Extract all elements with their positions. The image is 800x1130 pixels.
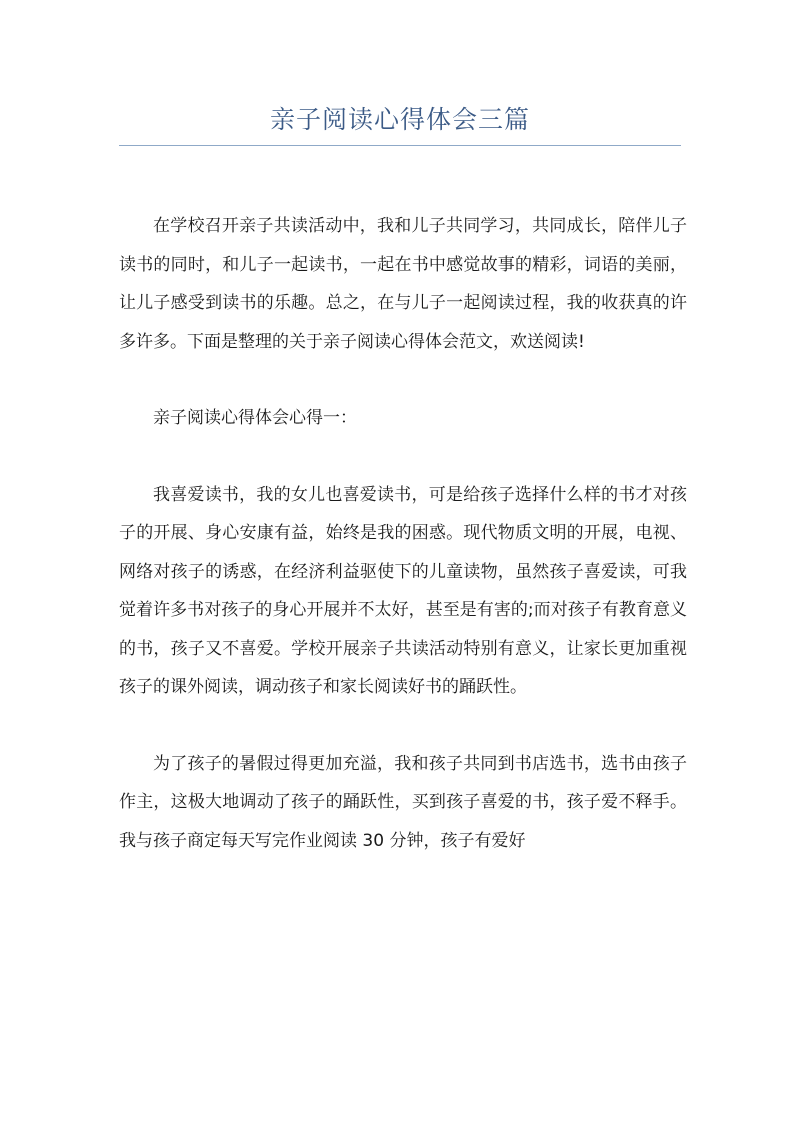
- paragraph-section-1: 我喜爱读书，我的女儿也喜爱读书，可是给孩子选择什么样的书才对孩子的开展、身心安康有益，始终是我的困惑。现代物质文明的开展，电视、网络对孩子的诱惑，在经济利益驱使下的儿童读物，虽然孩子喜爱读，可我觉着许多书对孩子的身心开展并不太好，甚至是有害的;而对孩子有教育意义的书，孩子又不喜爱。学校开展亲子共读活动特别有意义，让家长更加重视孩子的课外阅读，调动孩子和家长阅读好书的踊跃性。: [119, 484, 687, 697]
- document-title: 亲子阅读心得体会三篇: [269, 105, 530, 134]
- document-body: [119, 207, 687, 860]
- paragraph-spacer: [119, 707, 687, 745]
- paragraph-spacer: [119, 361, 687, 399]
- section-heading-1: 亲子阅读心得体会心得一：: [153, 408, 357, 428]
- paragraph-section-1-continued: 为了孩子的暑假过得更加充溢，我和孩子共同到书店选书，选书由孩子作主，这极大地调动了孩子的踊跃性，买到孩子喜爱的书，孩子爱不释手。我与孩子商定每天写完作业阅读 30 分钟，孩子有爱好: [119, 753, 687, 851]
- title-underline: [119, 145, 681, 146]
- paragraph-intro: 在学校召开亲子共读活动中，我和儿子共同学习，共同成长，陪伴儿子读书的同时，和儿子一起读书，一起在书中感觉故事的精彩，词语的美丽，让儿子感受到读书的乐趣。总之，在与儿子一起阅读过程，我的收获真的许多许多。下面是整理的关于亲子阅读心得体会范文，欢送阅读!: [119, 216, 687, 352]
- paragraph-spacer: [119, 438, 687, 476]
